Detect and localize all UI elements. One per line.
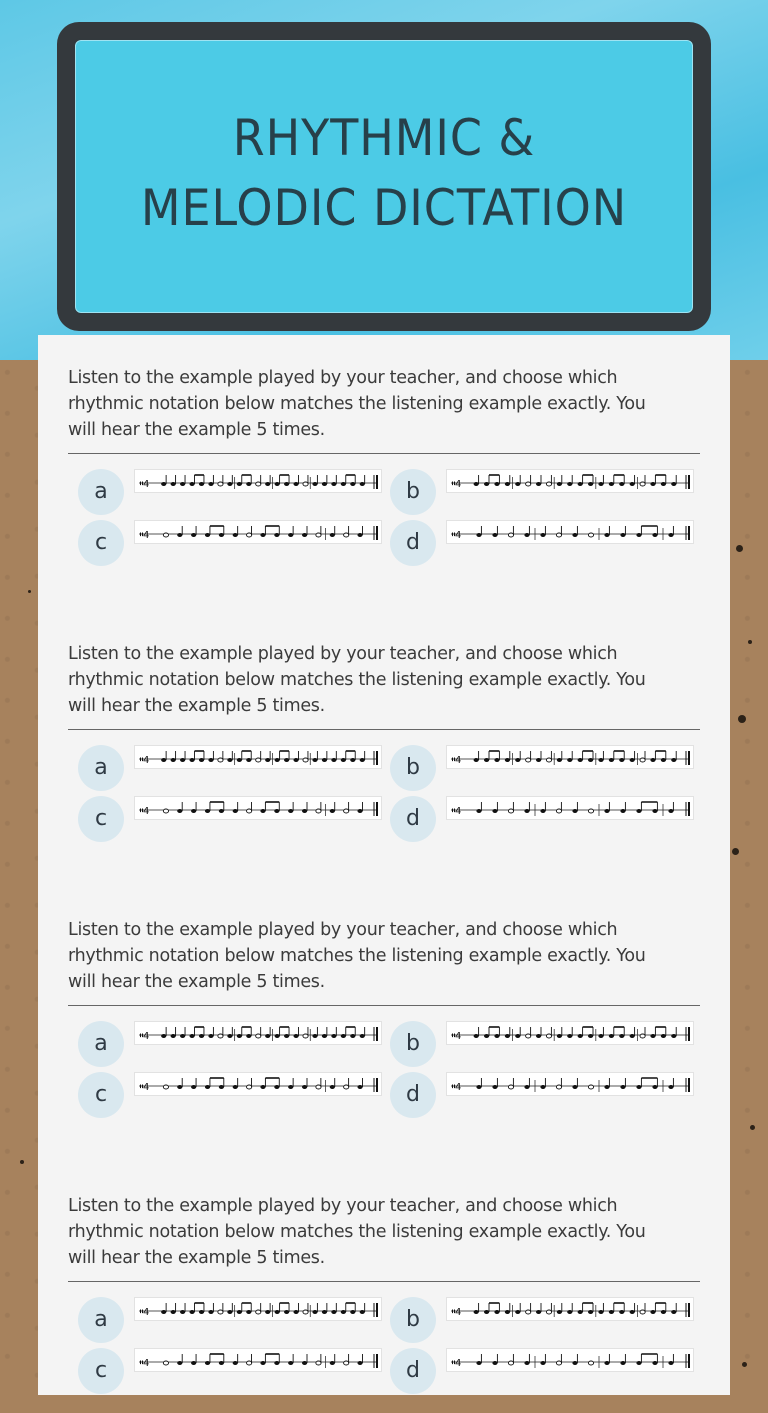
svg-text:𝄥4: 𝄥4 (140, 806, 150, 817)
answer-choice-b[interactable] (390, 469, 700, 515)
rhythm-notation-icon[interactable] (446, 1072, 694, 1096)
cork-speck (748, 640, 752, 644)
svg-text:𝄥4: 𝄥4 (452, 755, 462, 766)
choice-letter-badge[interactable]: b (390, 1297, 436, 1343)
choice-letter-badge[interactable]: d (390, 1348, 436, 1394)
svg-text:𝄥4: 𝄥4 (452, 530, 462, 541)
answer-choice-c[interactable] (78, 520, 388, 566)
cork-speck (736, 545, 743, 552)
answer-choice-a[interactable] (78, 745, 388, 791)
answer-choice-b[interactable] (390, 1297, 700, 1343)
choice-letter-badge[interactable]: d (390, 796, 436, 842)
question-block (38, 1163, 730, 1413)
cork-speck (738, 715, 746, 723)
divider (68, 729, 700, 730)
svg-text:𝄥4: 𝄥4 (140, 479, 150, 490)
rhythm-notation-icon[interactable] (134, 1348, 382, 1372)
choice-letter-badge[interactable]: a (78, 1297, 124, 1343)
divider (68, 1005, 700, 1006)
answer-choice-c[interactable] (78, 1348, 388, 1394)
rhythm-notation-icon[interactable] (134, 745, 382, 769)
cork-speck (28, 590, 31, 593)
question-prompt: Listen to the example played by your teacher, and choose which rhythmic notation below matches the listening example exactly. You will hear the example 5 times. (68, 644, 646, 716)
choice-letter-badge[interactable]: d (390, 520, 436, 566)
answer-choice-b[interactable] (390, 745, 700, 791)
rhythm-notation-icon[interactable] (134, 1021, 382, 1045)
choice-letter-badge[interactable]: c (78, 1348, 124, 1394)
answer-choice-c[interactable] (78, 796, 388, 842)
question-prompt: Listen to the example played by your teacher, and choose which rhythmic notation below matches the listening example exactly. You will hear the example 5 times. (68, 368, 646, 440)
question-prompt: Listen to the example played by your teacher, and choose which rhythmic notation below matches the listening example exactly. You will hear the example 5 times. (68, 1196, 646, 1268)
svg-text:𝄥4: 𝄥4 (140, 530, 150, 541)
choice-letter-badge[interactable]: b (390, 745, 436, 791)
rhythm-notation-icon[interactable] (446, 1297, 694, 1321)
rhythm-notation-icon[interactable] (134, 1072, 382, 1096)
answer-choice-d[interactable] (390, 1072, 700, 1118)
answer-choice-d[interactable] (390, 1348, 700, 1394)
svg-text:𝄥4: 𝄥4 (140, 755, 150, 766)
svg-text:𝄥4: 𝄥4 (452, 1358, 462, 1369)
svg-text:𝄥4: 𝄥4 (452, 479, 462, 490)
svg-text:𝄥4: 𝄥4 (452, 1031, 462, 1042)
divider (68, 453, 700, 454)
answer-choice-a[interactable] (78, 1021, 388, 1067)
divider (68, 1281, 700, 1282)
rhythm-notation-icon[interactable] (134, 1297, 382, 1321)
cork-speck (20, 1160, 24, 1164)
page-title: RHYTHMIC & MELODIC DICTATION (140, 108, 628, 237)
choice-letter-badge[interactable]: a (78, 469, 124, 515)
svg-text:𝄥4: 𝄥4 (140, 1358, 150, 1369)
svg-text:𝄥4: 𝄥4 (452, 1307, 462, 1318)
rhythm-notation-icon[interactable] (134, 469, 382, 493)
answer-choice-d[interactable] (390, 796, 700, 842)
rhythm-notation-icon[interactable] (446, 1348, 694, 1372)
rhythm-notation-icon[interactable] (446, 520, 694, 544)
svg-text:𝄥4: 𝄥4 (452, 806, 462, 817)
answer-choice-d[interactable] (390, 520, 700, 566)
question-block (38, 611, 730, 861)
choice-letter-badge[interactable]: c (78, 1072, 124, 1118)
choice-letter-badge[interactable]: c (78, 796, 124, 842)
rhythm-notation-icon[interactable] (446, 796, 694, 820)
rhythm-notation-icon[interactable] (446, 469, 694, 493)
choice-letter-badge[interactable]: a (78, 745, 124, 791)
rhythm-notation-icon[interactable] (134, 520, 382, 544)
svg-text:𝄥4: 𝄥4 (140, 1307, 150, 1318)
title-panel (73, 38, 695, 315)
question-block (38, 335, 730, 585)
svg-text:𝄥4: 𝄥4 (140, 1031, 150, 1042)
choice-letter-badge[interactable]: b (390, 469, 436, 515)
choice-letter-badge[interactable]: d (390, 1072, 436, 1118)
question-prompt: Listen to the example played by your teacher, and choose which rhythmic notation below matches the listening example exactly. You will hear the example 5 times. (68, 920, 646, 992)
answer-choice-a[interactable] (78, 469, 388, 515)
svg-text:𝄥4: 𝄥4 (452, 1082, 462, 1093)
rhythm-notation-icon[interactable] (446, 745, 694, 769)
answer-choice-a[interactable] (78, 1297, 388, 1343)
answer-choice-b[interactable] (390, 1021, 700, 1067)
answer-choice-c[interactable] (78, 1072, 388, 1118)
cork-speck (732, 848, 739, 855)
choice-letter-badge[interactable]: b (390, 1021, 436, 1067)
cork-speck (750, 1125, 755, 1130)
choice-letter-badge[interactable]: c (78, 520, 124, 566)
svg-text:𝄥4: 𝄥4 (140, 1082, 150, 1093)
title-card (57, 22, 711, 331)
choice-letter-badge[interactable]: a (78, 1021, 124, 1067)
rhythm-notation-icon[interactable] (446, 1021, 694, 1045)
cork-speck (742, 1362, 747, 1367)
worksheet (38, 335, 730, 1395)
rhythm-notation-icon[interactable] (134, 796, 382, 820)
question-block (38, 887, 730, 1137)
